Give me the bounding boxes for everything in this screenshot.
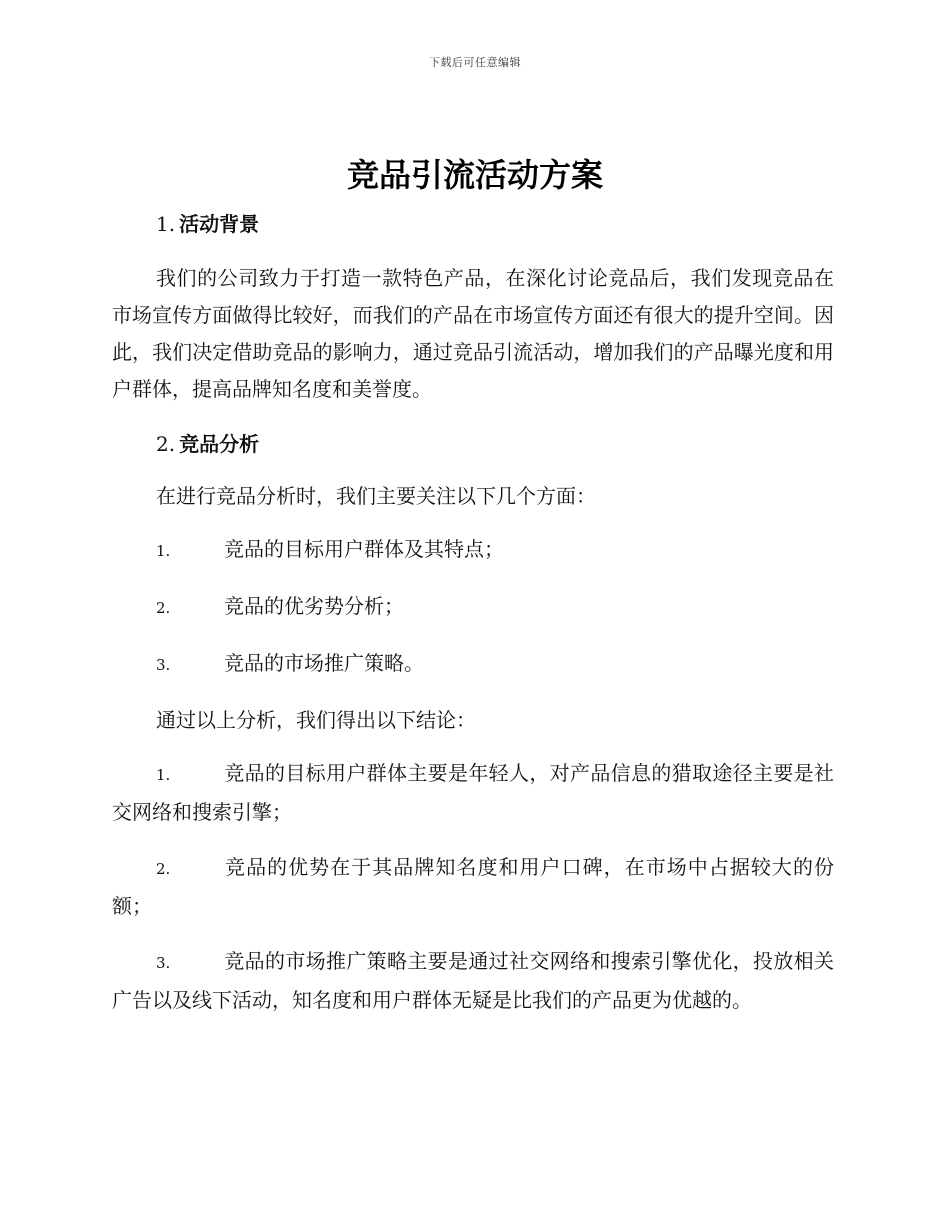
list-number: 2. bbox=[156, 860, 171, 878]
page-header: 下载后可任意编辑 bbox=[429, 56, 521, 69]
section-number: 1. bbox=[156, 212, 176, 236]
list-number: 3. bbox=[156, 954, 171, 972]
list-text: 竞品的目标用户群体主要是年轻人，对产品信息的猎取途径主要是社交网络和搜索引擎； bbox=[112, 761, 834, 824]
list-text: 竞品的目标用户群体及其特点； bbox=[224, 537, 504, 561]
section-heading-background bbox=[112, 204, 834, 244]
list-item bbox=[112, 645, 834, 684]
list-item bbox=[112, 588, 834, 627]
list-text: 竞品的优势在于其品牌知名度和用户口碑，在市场中占据较大的份额； bbox=[112, 855, 834, 918]
list-text: 竞品的优劣势分析； bbox=[224, 594, 404, 618]
document-title: 竞品引流活动方案 bbox=[346, 156, 603, 194]
background-paragraph: 我们的公司致力于打造一款特色产品，在深化讨论竞品后，我们发现竞品在市场宣传方面做得比较好，而我们的产品在市场宣传方面还有很大的提升空间。因此，我们决定借助竞品的影响力，通过竞品引流活动，增加我们的产品曝光度和用户群体，提高品牌知名度和美誉度。 bbox=[112, 266, 834, 401]
list-item bbox=[112, 849, 834, 925]
list-item bbox=[112, 755, 834, 831]
list-text: 竞品的市场推广策略主要是通过社交网络和搜索引擎优化，投放相关广告以及线下活动，知名度和用户群体无疑是比我们的产品更为优越的。 bbox=[112, 949, 834, 1012]
analysis-intro: 在进行竞品分析时，我们主要关注以下几个方面： bbox=[156, 484, 596, 508]
list-number: 1. bbox=[156, 542, 171, 560]
list-number: 1. bbox=[156, 766, 171, 784]
list-number: 3. bbox=[156, 656, 171, 674]
list-number: 2. bbox=[156, 599, 171, 617]
section-title: 活动背景 bbox=[179, 212, 260, 236]
document-body bbox=[112, 200, 834, 1019]
list-item bbox=[112, 943, 834, 1019]
section-title: 竞品分析 bbox=[179, 432, 260, 456]
section-heading-analysis bbox=[112, 424, 834, 464]
list-text: 竞品的市场推广策略。 bbox=[224, 651, 424, 675]
section-number: 2. bbox=[156, 432, 176, 456]
conclusion-intro: 通过以上分析，我们得出以下结论： bbox=[156, 708, 476, 732]
list-item bbox=[112, 531, 834, 570]
